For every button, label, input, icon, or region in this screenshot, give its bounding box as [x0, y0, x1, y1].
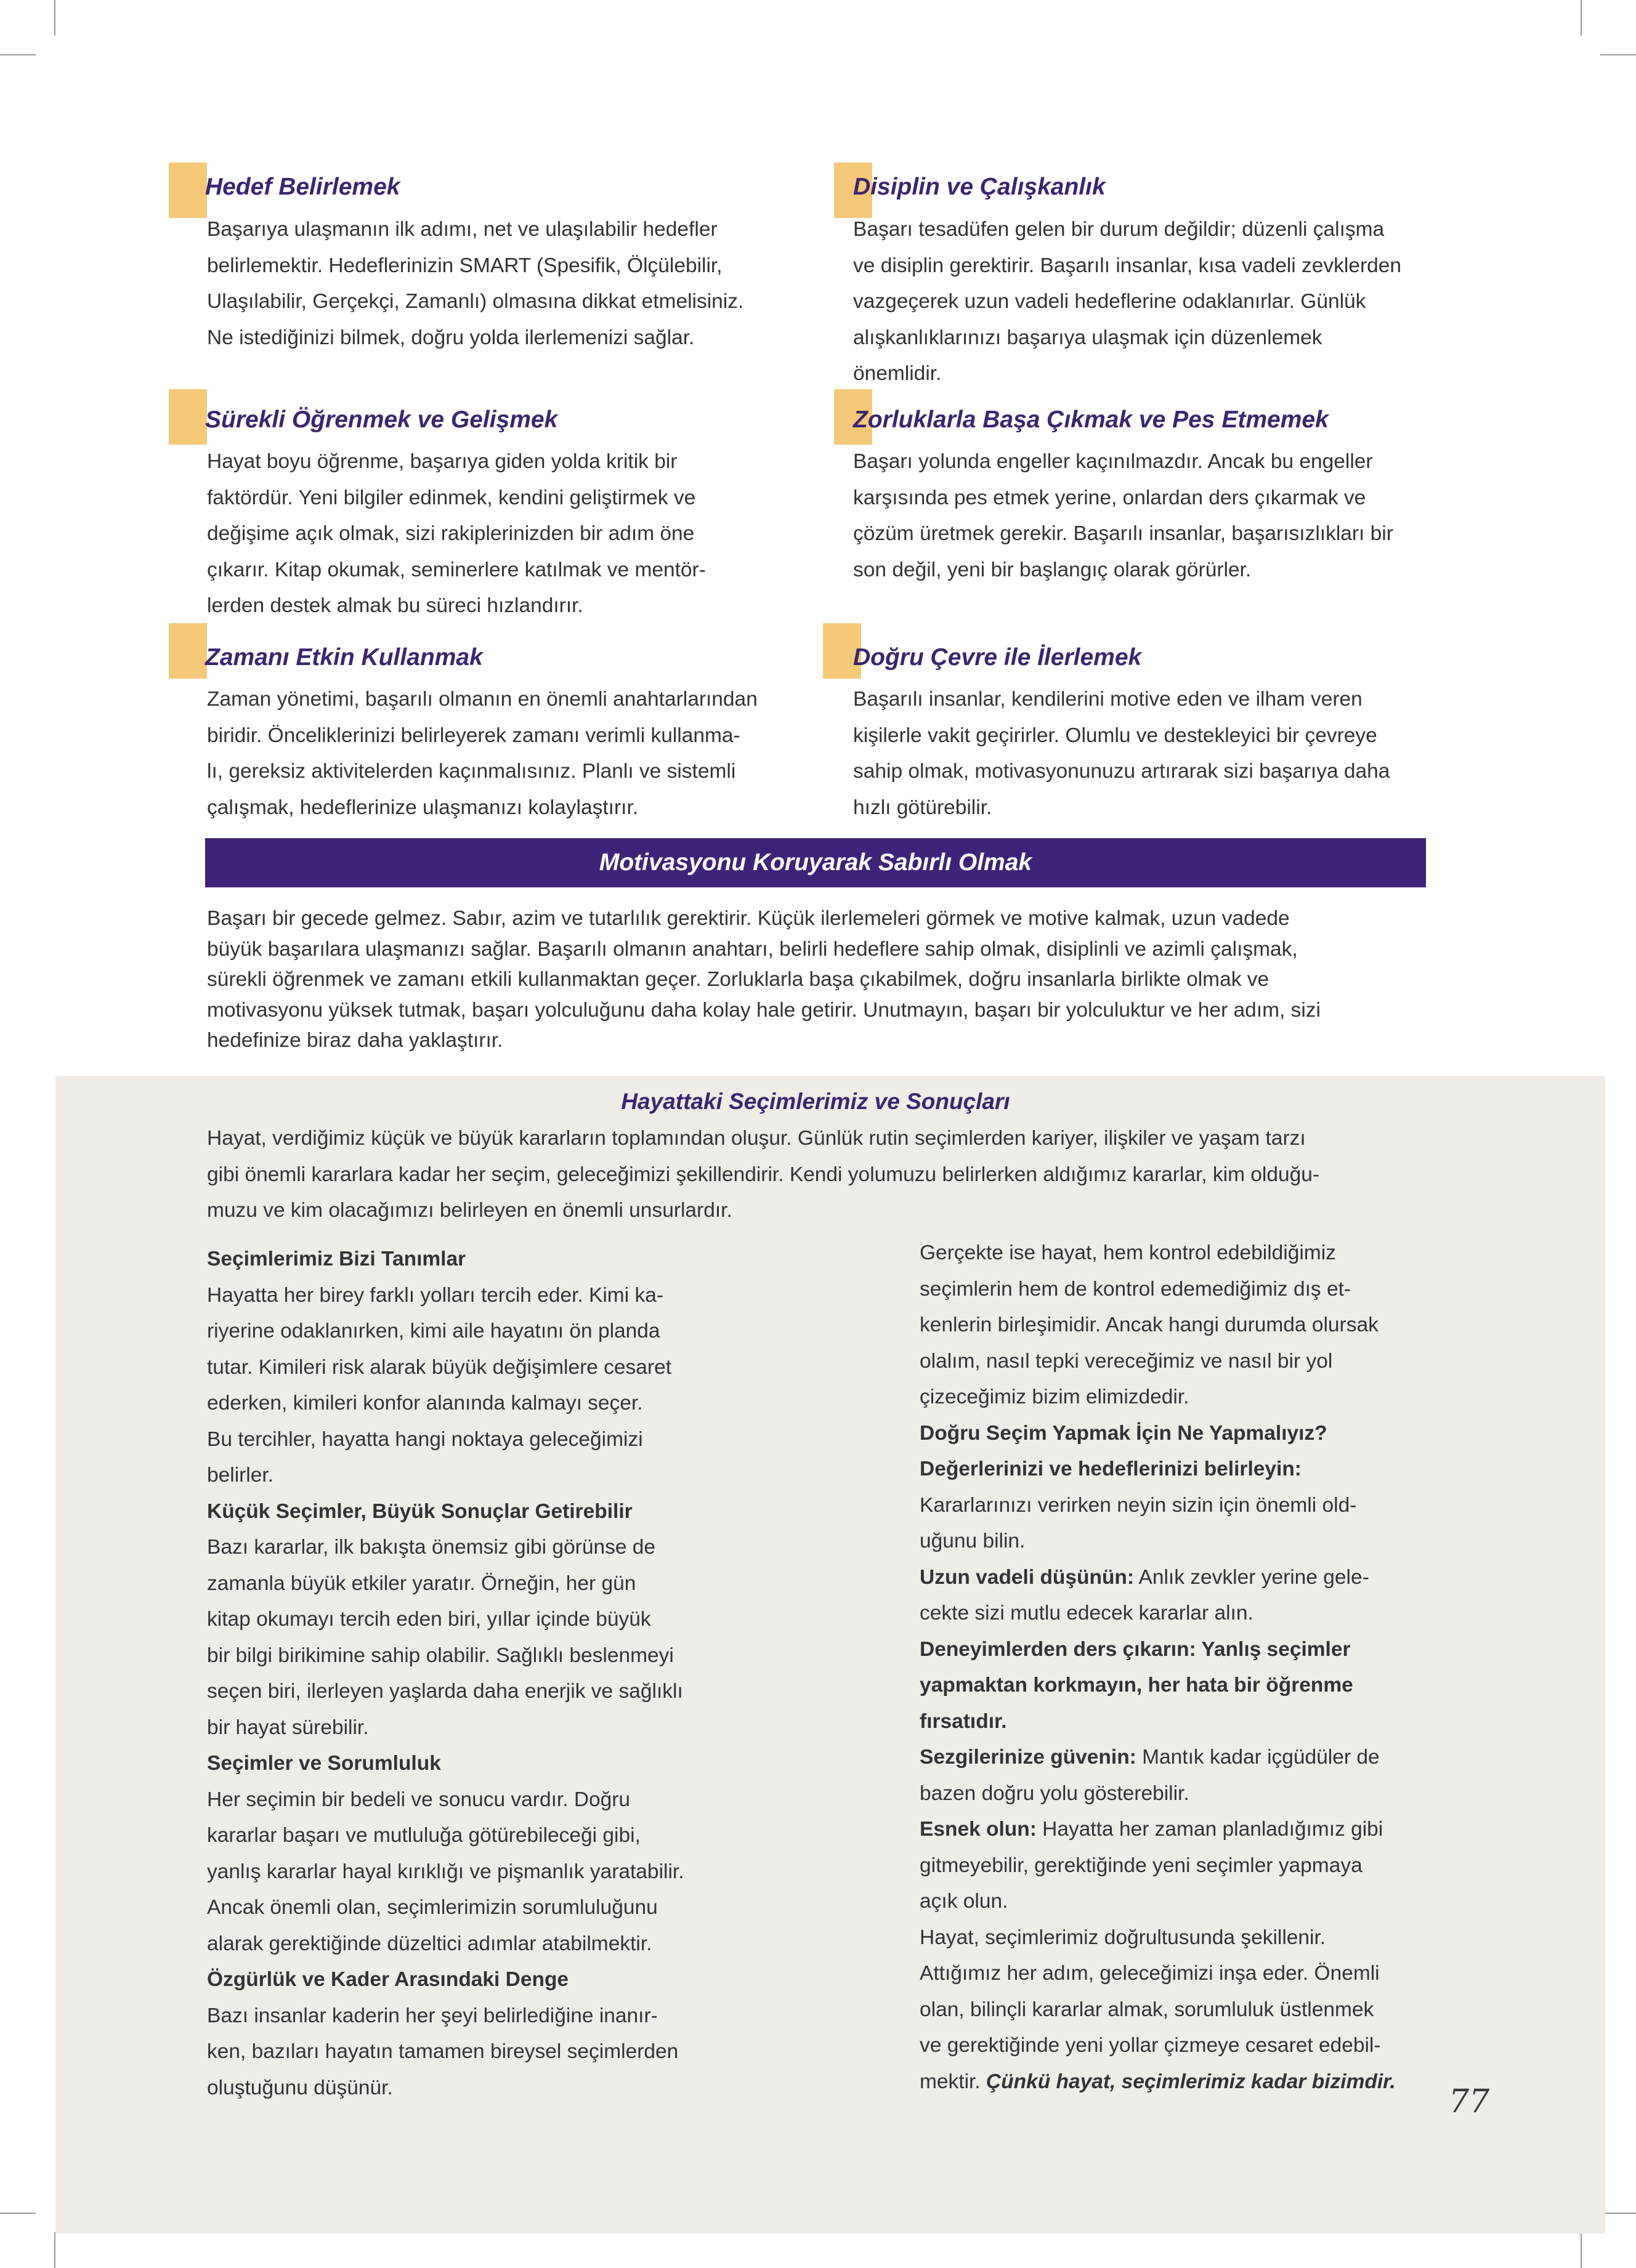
emphasis-text: Sezgilerinize güvenin:: [920, 1746, 1136, 1769]
emphasis-text: Deneyimlerden ders çıkarın: Yanlış seçimler: [920, 1637, 1351, 1661]
text-line: [207, 1638, 823, 1674]
plain-text: belirler.: [207, 1464, 273, 1487]
text-line: [207, 1386, 823, 1422]
plain-text: uğunu bilin.: [920, 1530, 1026, 1552]
text-line: lerden destek almak bu süreci hızlandırır.: [207, 594, 583, 617]
text-line: çıkarır. Kitap okumak, seminerlere katılmak ve mentör-: [207, 558, 706, 581]
text-line: [920, 1379, 1449, 1416]
text-line: alışkanlıklarınızı başarıya ulaşmak için düzenlemek: [853, 326, 1322, 349]
plain-text: bir bilgi birikimine sahip olabilir. Sağlıklı beslenmeyi: [207, 1644, 674, 1667]
text-line: [920, 1704, 1449, 1740]
page-number: 77: [1449, 2083, 1490, 2120]
text-line: hızlı götürebilir.: [853, 796, 992, 819]
text-line: [920, 1740, 1449, 1776]
plain-text: çizeceğimiz bizim elimizdedir.: [920, 1386, 1189, 1408]
plain-text: Gerçekte ise hayat, hem kontrol edebildiğimiz: [920, 1241, 1336, 1264]
text-line: [920, 1884, 1449, 1920]
plain-text: gitmeyebilir, gerektiğinde yeni seçimler yapmaya: [920, 1854, 1363, 1877]
heading-zorluklar: Zorluklarla Başa Çıkmak ve Pes Etmemek: [853, 406, 1329, 433]
text-line: ve disiplin gerektirir. Başarılı insanlar, kısa vadeli zevklerden: [853, 254, 1402, 277]
text-line: [207, 1890, 823, 1926]
text-line: Hayat, verdiğimiz küçük ve büyük kararların toplamından oluşur. Günlük rutin seçimlerden kariyer, ilişkiler ve yaşam tarzı: [207, 1127, 1306, 1150]
body-zaman: [207, 682, 796, 826]
text-line: sahip olmak, motivasyonunuzu artırarak sizi başarıya daha: [853, 760, 1390, 783]
plain-text: oluştuğunu düşünür.: [207, 2076, 393, 2099]
plain-text: Kararlarınızı verirken neyin sizin için önemli old-: [920, 1493, 1357, 1517]
body-zorluklar: [853, 444, 1437, 588]
text-line: [207, 1422, 823, 1458]
emphasis-text: fırsatıdır.: [920, 1709, 1007, 1733]
text-line: [207, 1998, 823, 2035]
plain-text: riyerine odaklanırken, kimi aile hayatını ön planda: [207, 1320, 660, 1342]
text-line: [207, 1926, 823, 1963]
crop-mark: [1581, 2232, 1582, 2268]
heading-surekli: Sürekli Öğrenmek ve Gelişmek: [205, 406, 558, 433]
text-line: [207, 1494, 823, 1530]
text-line: [207, 2070, 823, 2107]
choices-title: Hayattaki Seçimlerimiz ve Sonuçları: [621, 1089, 1010, 1114]
text-line: çalışmak, hedeflerinize ulaşmanızı kolaylaştırır.: [207, 796, 639, 819]
body-surekli: [207, 444, 798, 624]
text-line: [920, 1668, 1449, 1704]
text-line: [920, 2028, 1449, 2064]
plain-text: kararlar başarı ve mutluluğa götürebileceği gibi,: [207, 1824, 641, 1847]
crop-mark: [1600, 54, 1636, 55]
emphasis-text: Seçimler ve Sorumluluk: [207, 1752, 441, 1775]
plain-text: Anlık zevkler yerine gele-: [1134, 1565, 1369, 1589]
text-line: [920, 1596, 1449, 1632]
text-line: [920, 1451, 1449, 1488]
choices-left-column: [207, 1241, 823, 2106]
text-line: belirlemektir. Hedeflerinizin SMART (Spesifik, Ölçülebilir,: [207, 254, 723, 277]
emphasis-text: yapmaktan korkmayın, her hata bir öğrenme: [920, 1674, 1353, 1697]
text-line: hedefinize biraz daha yaklaştırır.: [207, 1029, 503, 1052]
text-line: [207, 1458, 823, 1494]
text-line: [207, 1782, 823, 1818]
emphasis-text: Küçük Seçimler, Büyük Sonuçlar Getirebilir: [207, 1499, 633, 1523]
text-line: [920, 1307, 1449, 1344]
plain-text: kenlerin birleşimidir. Ancak hangi durumda olursak: [920, 1314, 1379, 1336]
text-line: [207, 1241, 823, 1278]
text-line: [920, 1488, 1449, 1524]
motivation-paragraph: [207, 903, 1439, 1056]
text-line: vazgeçerek uzun vadeli hedeflerine odaklanırlar. Günlük: [853, 290, 1366, 313]
text-line: değişime açık olmak, sizi rakiplerinizden bir adım öne: [207, 522, 695, 545]
emphasis-text: Esnek olun:: [920, 1818, 1037, 1841]
text-line: [920, 1632, 1449, 1668]
emphasis-text: Değerlerinizi ve hedeflerinizi belirleyin:: [920, 1458, 1302, 1480]
text-line: [920, 1848, 1449, 1884]
plain-text: bazen doğru yolu gösterebilir.: [920, 1782, 1189, 1805]
text-line: [920, 1956, 1449, 1992]
text-line: [920, 1776, 1449, 1812]
plain-text: Mantık kadar içgüdüler de: [1136, 1746, 1380, 1769]
text-line: [920, 1920, 1449, 1956]
choices-intro: [207, 1121, 1439, 1229]
plain-text: ve gerektiğinde yeni yollar çizmeye cesaret edebil-: [920, 2034, 1381, 2057]
plain-text: Hayatta her birey farklı yolları tercih eder. Kimi ka-: [207, 1283, 663, 1307]
text-line: Başarıya ulaşmanın ilk adımı, net ve ulaşılabilir hedefler: [207, 218, 718, 241]
text-line: [920, 1235, 1449, 1272]
plain-text: Her seçimin bir bedeli ve sonucu vardır. Doğru: [207, 1788, 631, 1811]
text-line: [920, 2064, 1449, 2101]
plain-text: Attığımız her adım, geleceğimizi inşa eder. Önemli: [920, 1962, 1380, 1985]
plain-text: ken, bazıları hayatın tamamen bireysel seçimlerden: [207, 2040, 679, 2063]
plain-text: Bu tercihler, hayatta hangi noktaya geleceğimizi: [207, 1427, 643, 1451]
plain-text: alarak gerektiğinde düzeltici adımlar atabilmektir.: [207, 1932, 652, 1955]
text-line: [207, 1566, 823, 1602]
plain-text: ederken, kimileri konfor alanında kalmayı seçer.: [207, 1392, 643, 1414]
heading-cevre: Doğru Çevre ile İlerlemek: [853, 644, 1142, 671]
text-line: lı, gereksiz aktivitelerden kaçınmalısınız. Planlı ve sistemli: [207, 760, 736, 783]
crop-mark: [1581, 0, 1582, 36]
text-line: kişilerle vakit geçirirler. Olumlu ve destekleyici bir çevreye: [853, 724, 1377, 747]
heading-zaman: Zamanı Etkin Kullanmak: [205, 644, 483, 671]
plain-text: tutar. Kimileri risk alarak büyük değişimlere cesaret: [207, 1355, 672, 1379]
text-line: [920, 1812, 1449, 1848]
text-line: [920, 1992, 1449, 2028]
text-line: [207, 1674, 823, 1710]
crop-mark: [0, 54, 36, 55]
text-line: [920, 1272, 1449, 1308]
text-line: Başarı tesadüfen gelen bir durum değildir; düzenli çalışma: [853, 218, 1385, 241]
text-line: [920, 1416, 1449, 1452]
text-line: gibi önemli kararlara kadar her seçim, geleceğimizi şekillendirir. Kendi yolumuzu belirlerken aldığımız kararlar, kim olduğu-: [207, 1163, 1320, 1186]
plain-text: bir hayat sürebilir.: [207, 1716, 369, 1739]
text-line: [207, 1710, 823, 1746]
emphasis-text: Çünkü hayat, seçimlerimiz kadar bizimdir.: [986, 2070, 1396, 2093]
text-line: Ne istediğinizi bilmek, doğru yolda ilerlemenizi sağlar.: [207, 326, 695, 349]
text-line: [207, 1314, 823, 1350]
plain-text: Ancak önemli olan, seçimlerimizin sorumluluğunu: [207, 1896, 658, 1919]
plain-text: seçimlerin hem de kontrol edemediğimiz dış et-: [920, 1277, 1351, 1301]
emphasis-text: Uzun vadeli düşünün:: [920, 1565, 1135, 1589]
plain-text: yanlış kararlar hayal kırıklığı ve pişmanlık yaratabilir.: [207, 1860, 684, 1883]
emphasis-text: Özgürlük ve Kader Arasındaki Denge: [207, 1968, 569, 1991]
plain-text: açık olun.: [920, 1890, 1008, 1913]
crop-mark: [1600, 2213, 1636, 2214]
plain-text: seçen biri, ilerleyen yaşlarda daha enerjik ve sağlıklı: [207, 1680, 683, 1703]
plain-text: Hayat, seçimlerimiz doğrultusunda şekillenir.: [920, 1926, 1326, 1949]
body-cevre: [853, 682, 1437, 826]
motivation-banner: Motivasyonu Koruyarak Sabırlı Olmak: [205, 838, 1426, 887]
crop-mark: [0, 2213, 36, 2214]
plain-text: olan, bilinçli kararlar almak, sorumluluk üstlenmek: [920, 1998, 1374, 2021]
text-line: [920, 1560, 1449, 1596]
text-line: [207, 1350, 823, 1386]
text-line: [207, 1962, 823, 1998]
plain-text: cekte sizi mutlu edecek kararlar alın.: [920, 1602, 1253, 1624]
crop-mark: [54, 2232, 55, 2268]
plain-text: kitap okumayı tercih eden biri, yıllar içinde büyük: [207, 1608, 651, 1631]
text-line: önemlidir.: [853, 362, 942, 385]
emphasis-text: Doğru Seçim Yapmak İçin Ne Yapmalıyız?: [920, 1421, 1327, 1445]
text-line: Hayat boyu öğrenme, başarıya giden yolda kritik bir: [207, 450, 678, 473]
text-line: [207, 2034, 823, 2070]
text-line: [207, 1602, 823, 1638]
choices-right-column: [920, 1235, 1449, 2100]
heading-disiplin: Disiplin ve Çalışkanlık: [853, 174, 1106, 200]
crop-mark: [54, 0, 55, 36]
accent-square: [169, 163, 207, 218]
emphasis-text: Seçimlerimiz Bizi Tanımlar: [207, 1248, 466, 1270]
text-line: muzu ve kim olacağımızı belirleyen en önemli unsurlardır.: [207, 1199, 732, 1222]
text-line: karşısında pes etmek yerine, onlardan ders çıkarmak ve: [853, 486, 1366, 509]
text-line: son değil, yeni bir başlangıç olarak görürler.: [853, 558, 1252, 581]
text-line: Başarı yolunda engeller kaçınılmazdır. Ancak bu engeller: [853, 450, 1373, 473]
text-line: Ulaşılabilir, Gerçekçi, Zamanlı) olmasına dikkat etmelisiniz.: [207, 290, 744, 313]
text-line: sürekli öğrenmek ve zamanı etkili kullanmaktan geçer. Zorluklarla başa çıkabilmek, doğru insanlarla birlikte olmak ve: [207, 968, 1270, 991]
text-line: büyük başarılara ulaşmanızı sağlar. Başarılı olmanın anahtarı, belirli hedeflere sahip olmak, disiplinli ve azimli çalışmak,: [207, 937, 1298, 961]
text-line: [207, 1278, 823, 1314]
text-line: [207, 1530, 823, 1566]
text-line: faktördür. Yeni bilgiler edinmek, kendini geliştirmek ve: [207, 486, 696, 509]
accent-square: [169, 623, 207, 679]
text-line: [207, 1818, 823, 1854]
text-line: [920, 1344, 1449, 1380]
body-hedef: [207, 212, 798, 356]
heading-hedef: Hedef Belirlemek: [205, 174, 400, 200]
text-line: [920, 1523, 1449, 1560]
text-line: Başarılı insanlar, kendilerini motive eden ve ilham veren: [853, 688, 1363, 711]
plain-text: olalım, nasıl tepki vereceğimiz ve nasıl bir yol: [920, 1349, 1333, 1373]
text-line: motivasyonu yüksek tutmak, başarı yolculuğunu daha kolay hale getirir. Unutmayın, başarı bir yolculuktur ve her adım, sizi: [207, 998, 1321, 1022]
plain-text: mektir.: [920, 2070, 986, 2093]
accent-square: [169, 389, 207, 445]
plain-text: Bazı kararlar, ilk bakışta önemsiz gibi görünse de: [207, 1536, 656, 1559]
text-line: biridir. Önceliklerinizi belirleyerek zamanı verimli kullanma-: [207, 724, 740, 747]
text-line: çözüm üretmek gerekir. Başarılı insanlar, başarısızlıkları bir: [853, 522, 1393, 545]
plain-text: Hayatta her zaman planladığımız gibi: [1036, 1818, 1383, 1841]
plain-text: Bazı insanlar kaderin her şeyi belirlediğine inanır-: [207, 2004, 658, 2027]
plain-text: zamanla büyük etkiler yaratır. Örneğin, her gün: [207, 1572, 636, 1595]
text-line: [207, 1854, 823, 1891]
text-line: Başarı bir gecede gelmez. Sabır, azim ve tutarlılık gerektirir. Küçük ilerlemeleri görmek ve motive kalmak, uzun vadede: [207, 907, 1290, 930]
body-disiplin: [853, 212, 1437, 392]
text-line: [207, 1746, 823, 1782]
text-line: Zaman yönetimi, başarılı olmanın en önemli anahtarlarından: [207, 688, 758, 711]
